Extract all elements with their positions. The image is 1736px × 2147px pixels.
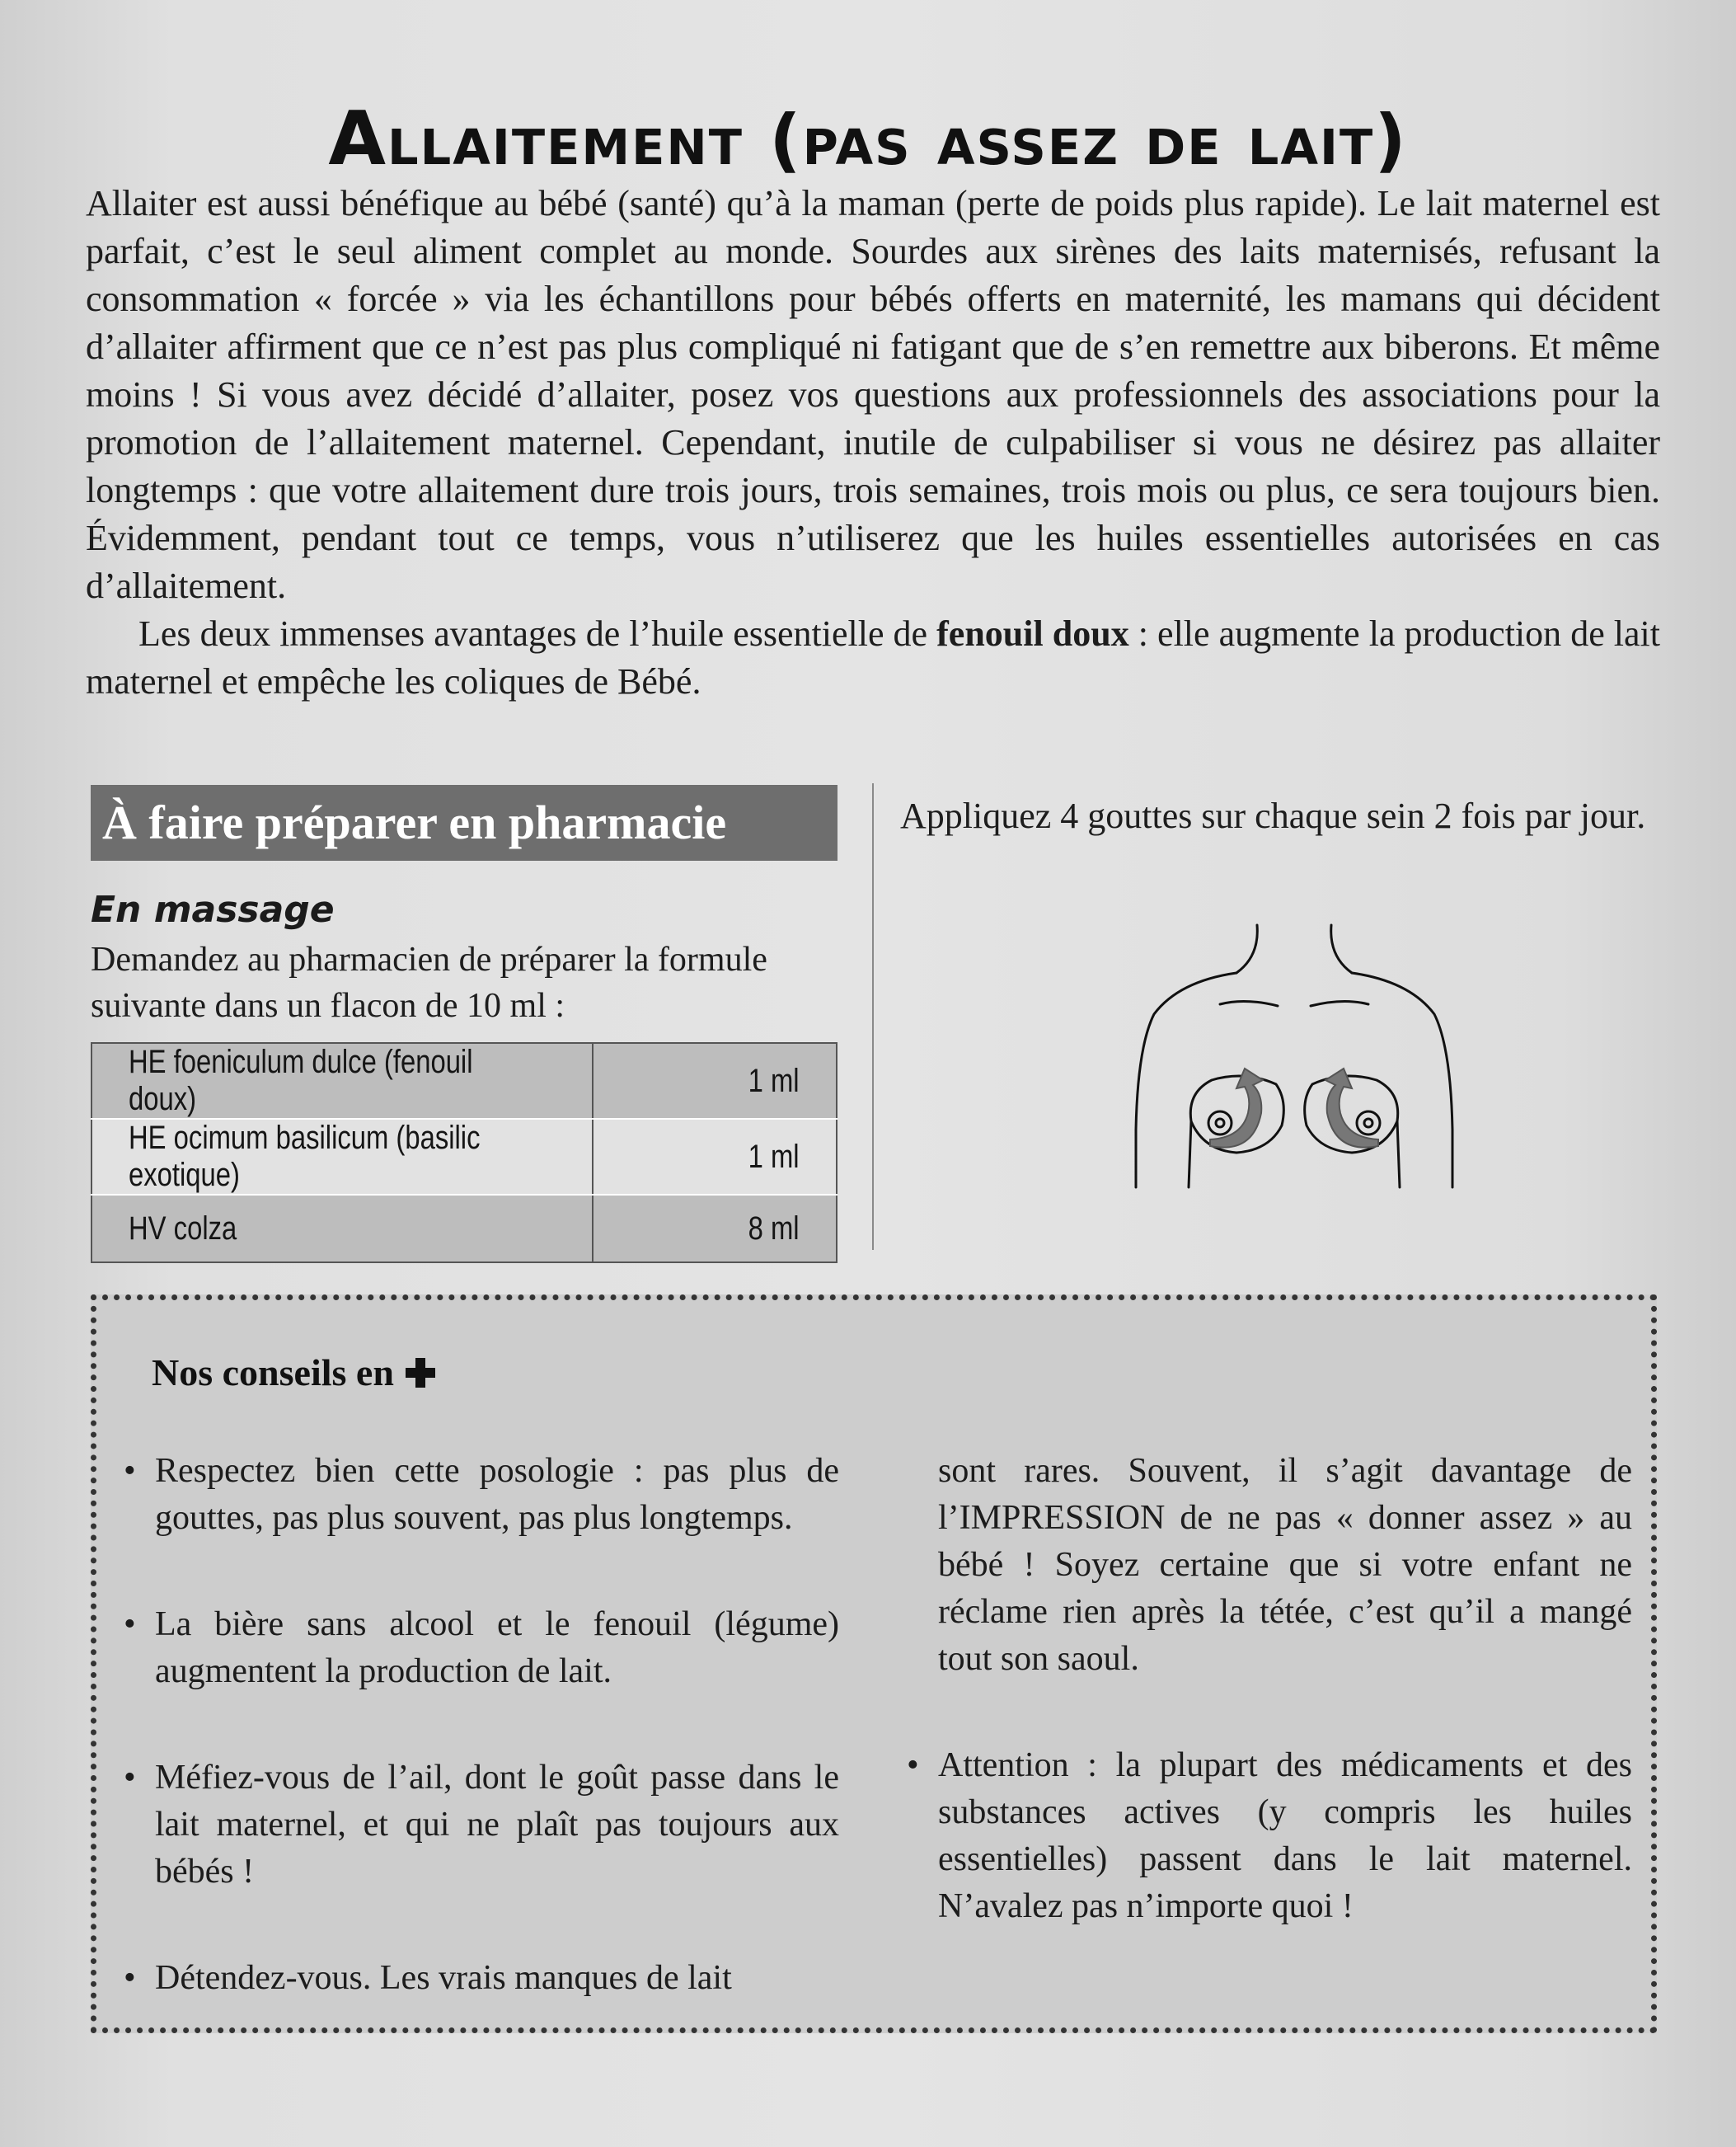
tips-right-column — [907, 1448, 1632, 1930]
formula-row — [91, 1119, 837, 1195]
fenouil-doux-emphasis: fenouil doux — [936, 613, 1129, 654]
formula-quantity: 1 ml — [593, 1043, 837, 1119]
tips-title: Nos conseils en — [152, 1351, 435, 1394]
tip-item: • Respectez bien cette posologie : pas plus de gouttes, pas plus souvent, pas plus longtemps. — [124, 1452, 839, 1537]
formula-row — [91, 1043, 837, 1119]
formula-quantity: 8 ml — [593, 1195, 837, 1262]
tip-item: • La bière sans alcool et le fenouil (légume) augmentent la production de lait. — [124, 1605, 839, 1690]
intro-paragraph-2: Les deux immenses avantages de l’huile essentielle de fenouil doux : elle augmente la production de lait maternel et empêche les coliques de Bébé. — [86, 613, 1661, 702]
title-initial: A — [328, 96, 388, 183]
formula-ingredient: HV colza — [91, 1195, 593, 1262]
plus-icon — [406, 1358, 435, 1388]
formula-quantity: 1 ml — [593, 1119, 837, 1195]
formula-row — [91, 1195, 837, 1262]
formula-ingredient: HE ocimum basilicum (basilic exotique) — [91, 1119, 593, 1195]
formula-table — [91, 1042, 838, 1263]
pharmacy-instruction: Demandez au pharmacien de préparer la formule suivante dans un flacon de 10 ml : — [91, 941, 767, 1025]
pharmacy-banner: À faire préparer en pharmacie — [91, 785, 838, 861]
tip-item: • Méfiez-vous de l’ail, dont le goût passe dans le lait maternel, et qui ne plaît pas toujours aux bébés ! — [124, 1759, 839, 1891]
title-rest: llaitement (pas assez de lait) — [387, 100, 1408, 181]
page-title — [0, 96, 1736, 182]
intro-paragraph-1: Allaiter est aussi bénéfique au bébé (santé) qu’à la maman (perte de poids plus rapide). Le lait maternel est parfait, c’est le seul aliment complet au monde. Sourdes aux sirènes des laits maternisés, refusant la consommation « forcée » via les échantillons pour bébés offerts en maternité, les mamans qui décident d’allaiter affirment que ce n’est pas plus compliqué ni fatigant que de s’en remettre aux biberons. Et même moins ! Si vous avez décidé d’allaiter, posez vos questions aux professionnels des associations pour la promotion de l’allaitement maternel. Cependant, inutile de culpabiliser si vous ne désirez pas allaiter longtemps : que votre allaitement dure trois jours, trois semaines, trois mois ou plus, ce sera toujours bien. Évidemment, pendant tout ce temps, vous n’utiliserez que les huiles essentielles autorisées en cas d’allaitement. — [86, 183, 1660, 606]
tip-item: • Attention : la plupart des médicaments et des substances actives (y compris les huiles essentielles) passent dans le lait maternel. N’avalez pas n’importe quoi ! — [907, 1746, 1632, 1925]
breast-massage-illustration — [1113, 915, 1476, 1196]
tip-item: • Détendez-vous. Les vrais manques de lait — [124, 1959, 732, 1997]
massage-arrows — [1210, 1069, 1378, 1148]
massage-heading: En massage — [91, 889, 335, 931]
application-instruction: Appliquez 4 gouttes sur chaque sein 2 fois par jour. — [900, 796, 1646, 836]
formula-ingredient: HE foeniculum dulce (fenouil doux) — [91, 1043, 593, 1119]
tip-continuation: sont rares. Souvent, il s’agit davantage de l’IMPRESSION de ne pas « donner assez » au bébé ! Soyez certaine que si votre enfant ne réclame rien après la tétée, c’est qu’il a mangé tout son saoul. — [938, 1452, 1632, 1678]
intro-text — [86, 180, 1660, 706]
tips-left-column — [124, 1448, 839, 2002]
column-divider — [872, 783, 874, 1250]
